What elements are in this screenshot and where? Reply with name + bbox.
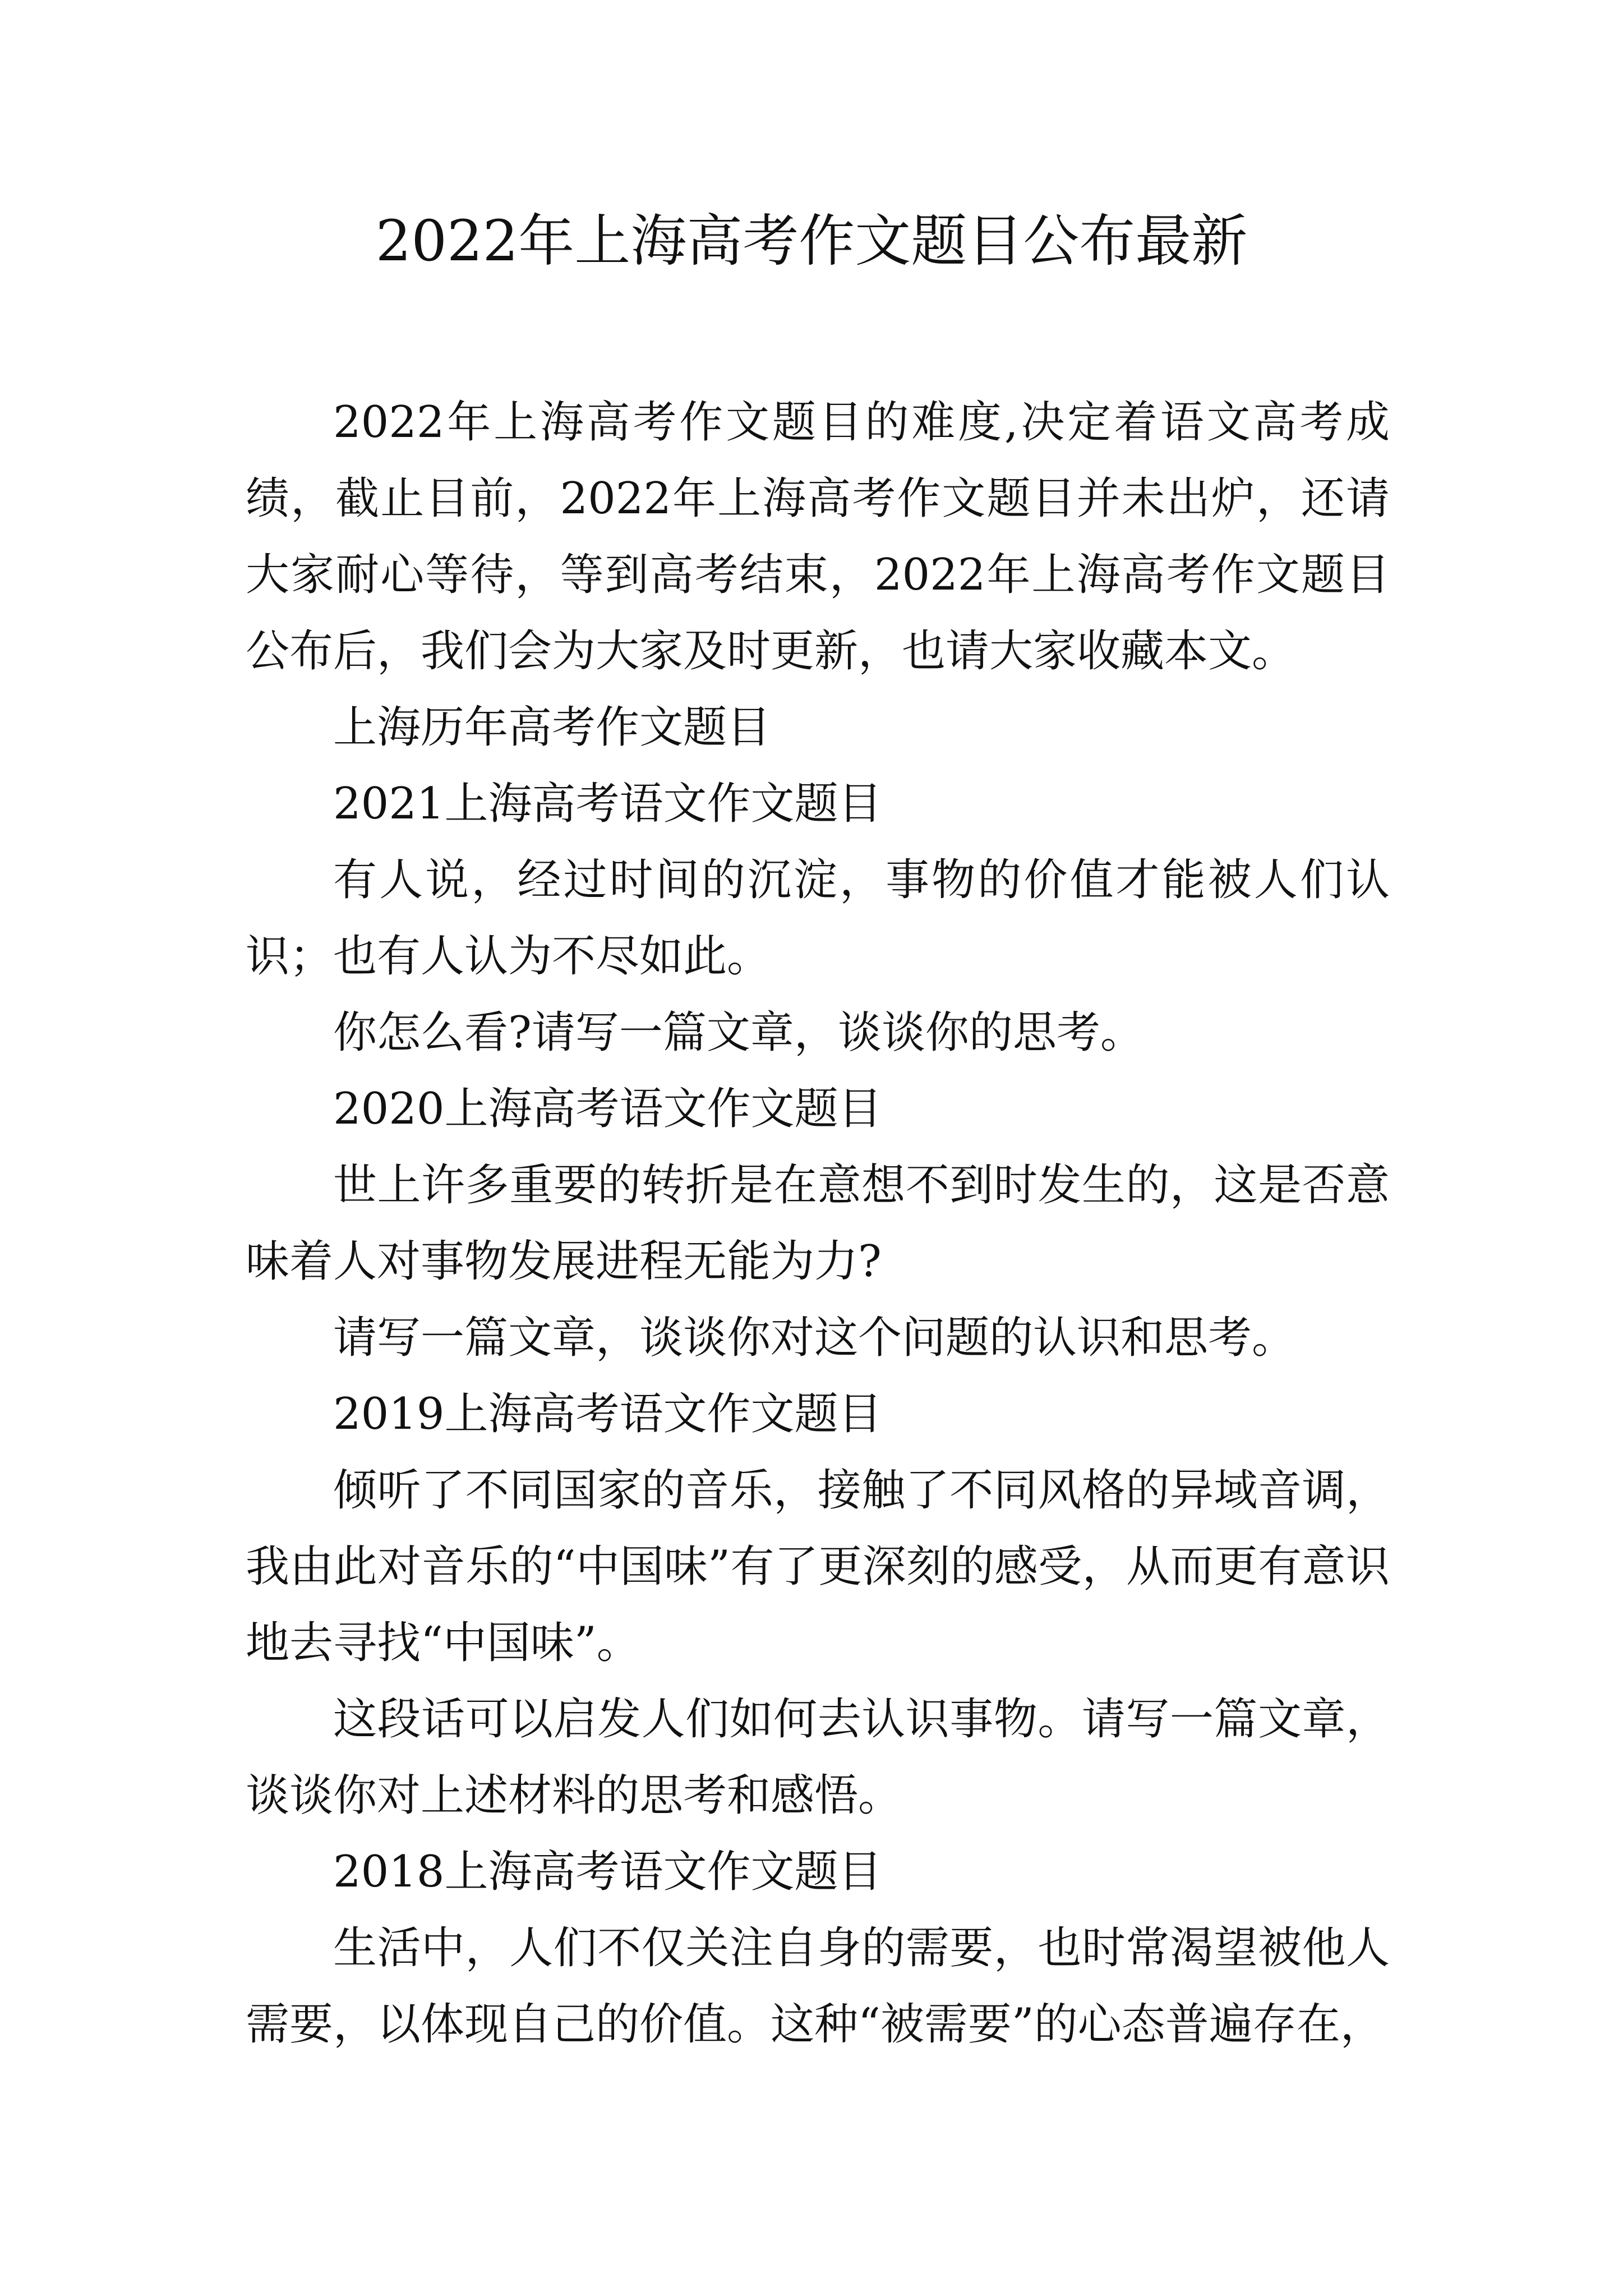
year-heading-2020: 2020上海高考语文作文题目 xyxy=(333,1084,882,1134)
year-heading-2021: 2021上海高考语文作文题目 xyxy=(333,779,882,829)
prompt-2020-material: 世上许多重要的转折是在意想不到时发生的，这是否意味着人对事物发展进程无能为力? xyxy=(246,1160,1390,1287)
prompt-2020-instruction: 请写一篇文章，谈谈你对这个问题的认识和思考。 xyxy=(333,1313,1296,1363)
section-heading-history: 上海历年高考作文题目 xyxy=(333,702,771,753)
prompt-2019-instruction: 这段话可以启发人们如何去认识事物。请写一篇文章，谈谈你对上述材料的思考和感悟。 xyxy=(246,1694,1390,1821)
prompt-2018-material: 生活中，人们不仅关注自身的需要，也时常渴望被他人需要，以体现自己的价值。这种“被需要”的心态普遍存在， xyxy=(246,1923,1390,2050)
intro-paragraph: 2022年上海高考作文题目的难度,决定着语文高考成绩，截止目前，2022年上海高考作文题目并未出炉，还请大家耐心等待，等到高考结束，2022年上海高考作文题目公布后，我们会为大家及时更新，也请大家收藏本文。 xyxy=(246,397,1390,677)
year-heading-2019: 2019上海高考语文作文题目 xyxy=(333,1389,882,1439)
prompt-2021-material: 有人说，经过时间的沉淀，事物的价值才能被人们认识；也有人认为不尽如此。 xyxy=(246,855,1390,982)
document-body xyxy=(246,384,1390,2063)
document-title: 2022年上海高考作文题目公布最新 xyxy=(375,208,1248,274)
prompt-2019-material: 倾听了不同国家的音乐，接触了不同风格的异域音调，我由此对音乐的“中国味”有了更深刻的感受，从而更有意识地去寻找“中国味”。 xyxy=(246,1465,1390,1668)
prompt-2021-instruction: 你怎么看?请写一篇文章，谈谈你的思考。 xyxy=(333,1007,1144,1058)
year-heading-2018: 2018上海高考语文作文题目 xyxy=(333,1847,882,1897)
